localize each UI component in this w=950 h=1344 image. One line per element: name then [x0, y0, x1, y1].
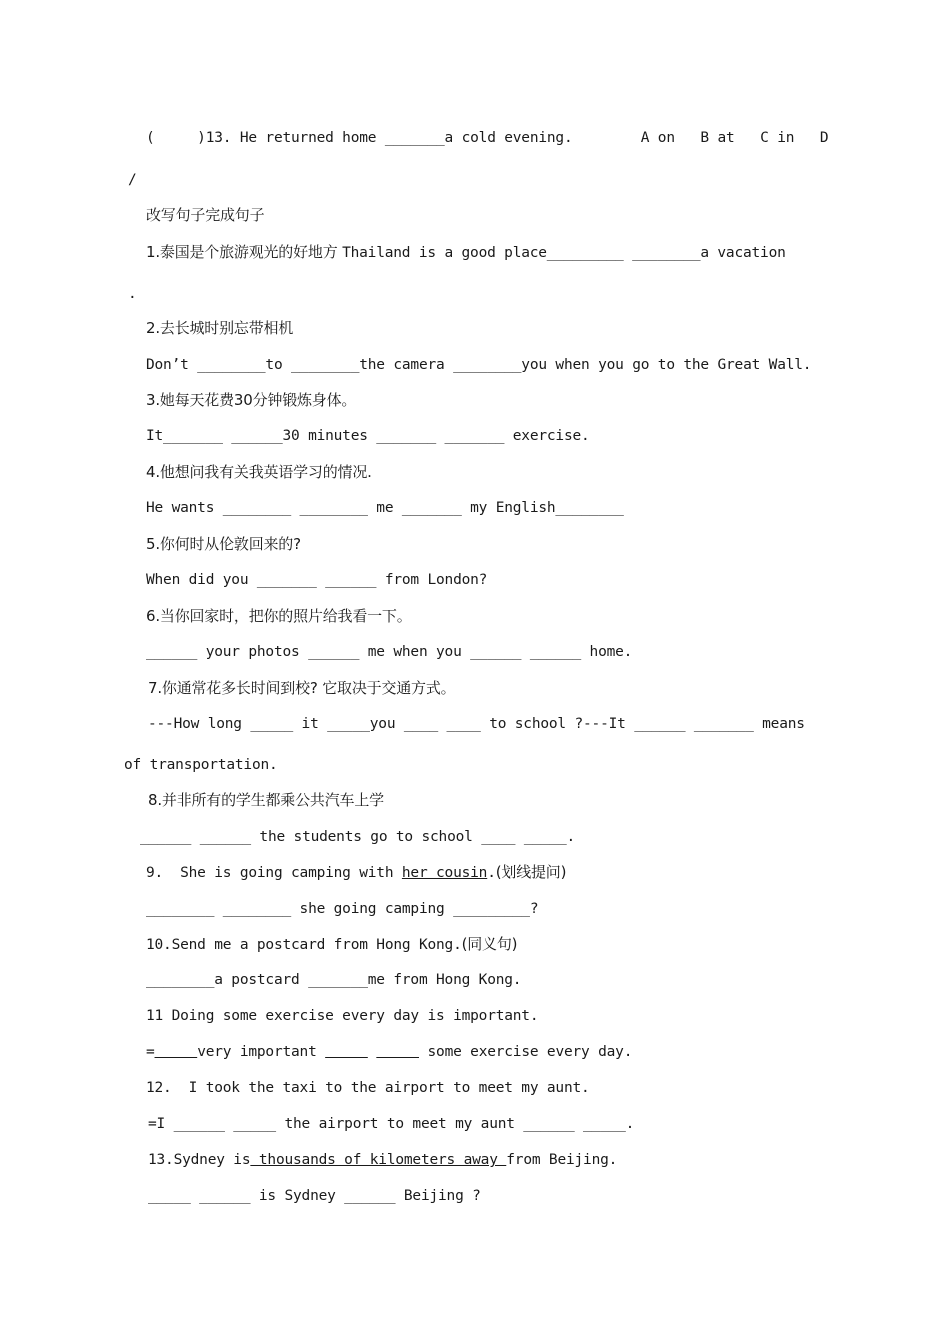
line-text: 9. She is going camping with	[146, 865, 402, 881]
worksheet-line	[146, 462, 372, 483]
worksheet-line	[146, 205, 264, 226]
underlined-text: thousands of kilometers away	[250, 1152, 507, 1168]
line-text: =	[146, 1044, 155, 1060]
underlined-text	[376, 1044, 419, 1060]
chinese-text: 6.当你回家时，把你的照片给我看一下。	[146, 607, 412, 625]
worksheet-line	[148, 678, 455, 699]
worksheet-line	[146, 355, 811, 375]
worksheet-line	[146, 934, 517, 955]
worksheet-line	[148, 790, 384, 811]
chinese-text: 改写句子完成句子	[146, 206, 265, 224]
worksheet-line	[148, 1114, 634, 1134]
line-text: =I ______ _____ the airport to meet my aunt ______ _____.	[148, 1116, 635, 1132]
worksheet-line	[124, 755, 278, 775]
worksheet-line	[148, 1150, 617, 1170]
line-text: _____ ______ is Sydney ______ Beijing ?	[148, 1188, 481, 1204]
underlined-text	[155, 1044, 198, 1060]
line-text: some exercise every day.	[418, 1044, 633, 1060]
worksheet-line	[146, 534, 301, 555]
line-text: Thailand is a good place_________ ________a vacation	[342, 245, 786, 261]
chinese-text: (同义句)	[461, 935, 518, 953]
chinese-text: 7.你通常花多长时间到校? 它取决于交通方式。	[148, 679, 456, 697]
worksheet-line	[148, 1186, 481, 1206]
chinese-text: 1.泰国是个旅游观光的好地方	[146, 243, 343, 261]
worksheet-line	[148, 714, 805, 734]
line-text: ______ your photos ______ me when you ______ ______ home.	[146, 644, 633, 660]
line-text: from Beijing.	[506, 1152, 618, 1168]
line-text: He wants ________ ________ me _______ my English________	[146, 500, 624, 516]
chinese-text: (划线提问)	[495, 863, 567, 881]
worksheet-line	[146, 426, 590, 446]
worksheet-line	[146, 970, 521, 990]
chinese-text: 4.他想问我有关我英语学习的情况.	[146, 463, 372, 481]
worksheet-line	[146, 1042, 632, 1062]
worksheet-line	[146, 862, 566, 883]
line-text: .	[128, 286, 137, 302]
line-text: 11 Doing some exercise every day is important.	[146, 1008, 539, 1024]
worksheet-line	[146, 1006, 538, 1026]
line-text: ---How long _____ it _____you ____ ____ to school ?---It ______ _______ means	[148, 716, 805, 732]
worksheet-line	[146, 606, 412, 627]
line-text: very important	[197, 1044, 326, 1060]
chinese-text: 5.你何时从伦敦回来的?	[146, 535, 301, 553]
worksheet-line	[146, 1078, 590, 1098]
worksheet-line	[146, 390, 356, 411]
line-text: of transportation.	[124, 757, 278, 773]
line-text: ________ ________ she going camping _________?	[146, 901, 539, 917]
line-text: .	[487, 865, 496, 881]
worksheet-line	[146, 318, 293, 339]
worksheet-line	[146, 899, 538, 919]
line-text: ________a postcard _______me from Hong Kong.	[146, 972, 522, 988]
line-text: 13.Sydney is	[148, 1152, 251, 1168]
line-text: When did you _______ ______ from London?	[146, 572, 488, 588]
worksheet-line	[146, 242, 786, 263]
line-text: /	[128, 172, 137, 188]
underlined-text: her cousin	[401, 865, 488, 881]
worksheet-line	[128, 284, 137, 304]
chinese-text: 2.去长城时别忘带相机	[146, 319, 294, 337]
underlined-text	[325, 1044, 368, 1060]
line-text: 12. I took the taxi to the airport to meet my aunt.	[146, 1080, 590, 1096]
worksheet-line	[128, 170, 137, 190]
line-text: ______ ______ the students go to school ____ _____.	[140, 829, 576, 845]
line-text: 10.Send me a postcard from Hong Kong.	[146, 937, 462, 953]
worksheet-line	[146, 498, 624, 518]
worksheet-line	[140, 827, 575, 847]
worksheet-line	[146, 128, 828, 148]
line-text: ( )13. He returned home _______a cold evening. A on B at C in D	[146, 130, 829, 146]
chinese-text: 3.她每天花费30分钟锻炼身体。	[146, 391, 357, 409]
worksheet-line	[146, 642, 632, 662]
line-text: Don’t ________to ________the camera ________you when you go to the Great Wall.	[146, 357, 812, 373]
worksheet-line	[146, 570, 487, 590]
chinese-text: 8.并非所有的学生都乘公共汽车上学	[148, 791, 384, 809]
line-text: It_______ ______30 minutes _______ _______ exercise.	[146, 428, 590, 444]
